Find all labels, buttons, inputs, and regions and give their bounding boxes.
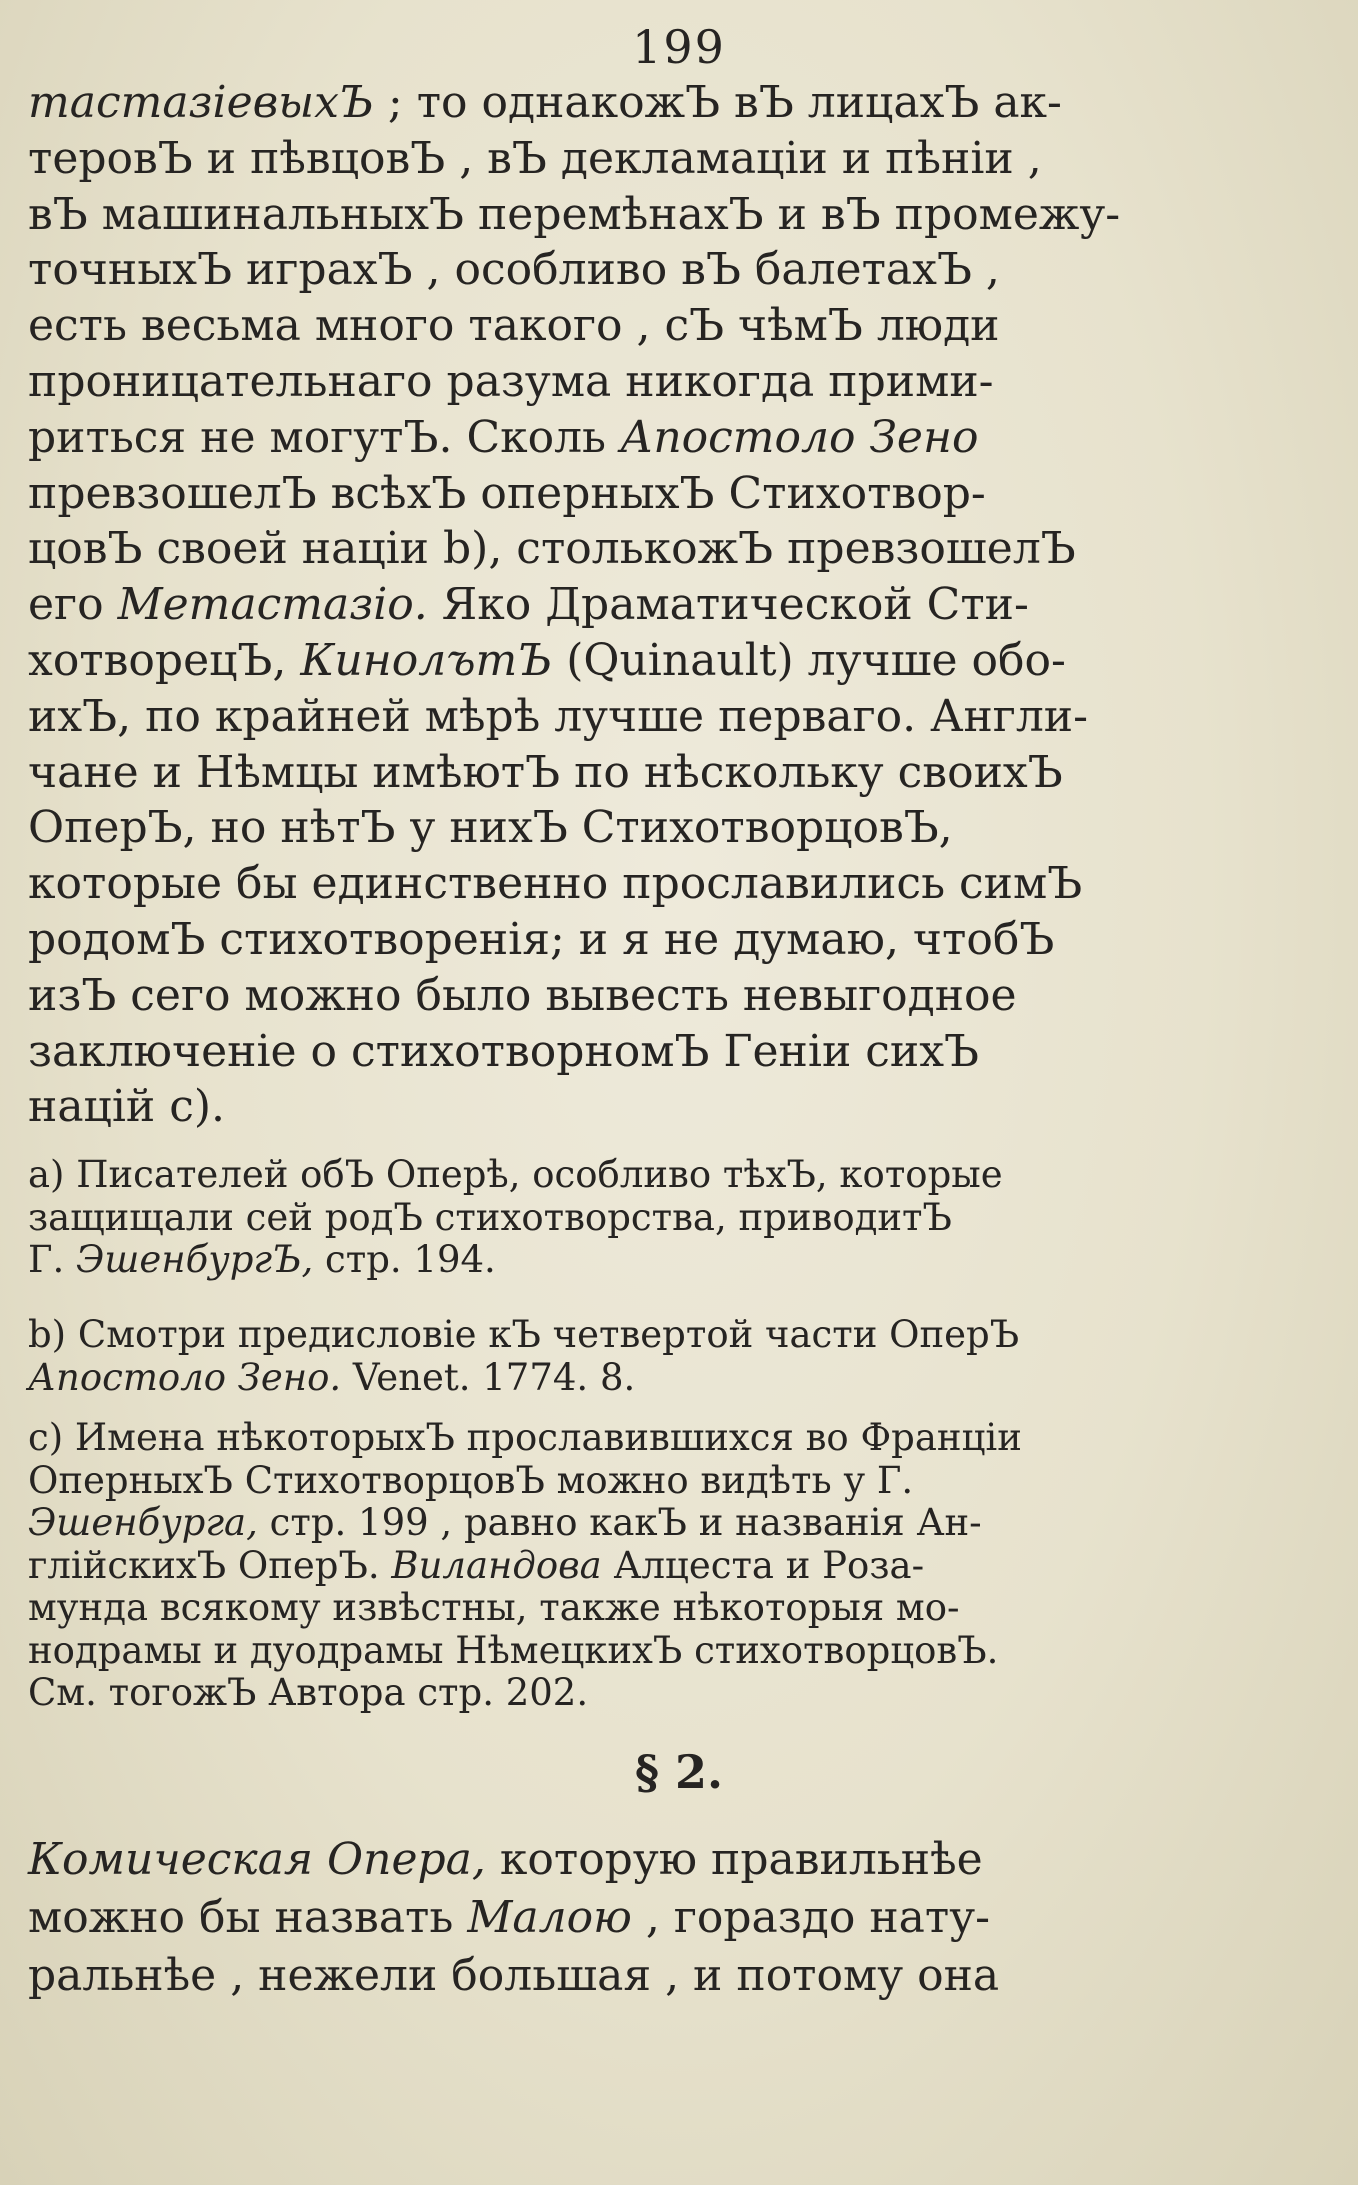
text-segment: націй c). [28, 1081, 226, 1133]
text-line [28, 1951, 1208, 2001]
text-segment: тастазіевыхЪ [28, 77, 374, 128]
text-line [28, 859, 1208, 909]
text-segment: Апостоло Зено. [28, 1355, 342, 1399]
text-segment: ральнѣе , нежели большая , и потому она [28, 1950, 1000, 2001]
text-segment: вЪ машинальныхЪ перемѣнахЪ и вЪ промежу- [28, 188, 1121, 240]
footnote-line [28, 1588, 1208, 1628]
text-segment: КинолътЪ [300, 635, 553, 686]
text-segment: ; то однакожЪ вЪ лицахЪ ак- [373, 77, 1062, 128]
text-segment: c) Имена нѣкоторыхЪ прославившихся во Франціи [28, 1416, 1022, 1459]
footnote-line [28, 1543, 1208, 1587]
text-segment: ОперныхЪ СтихотворцовЪ можно видѣть у Г. [28, 1458, 914, 1502]
text-segment: Виландова [391, 1543, 602, 1587]
text-segment: есть весьма много такого , сЪ чѣмЪ люди [28, 300, 1000, 352]
text-segment: Яко Драматической Сти- [427, 579, 1029, 631]
text-segment: заключеніе о стихотворномЪ Геніи сихЪ [28, 1025, 980, 1077]
text-segment: Эшенбурга, [28, 1501, 258, 1544]
footnote-line [28, 1458, 1208, 1502]
footnote-line [28, 1315, 1208, 1355]
text-segment: ихЪ, по крайней мѣрѣ лучше перваго. Англи- [28, 690, 1088, 742]
text-segment: Г. [28, 1238, 77, 1281]
text-line [28, 524, 1208, 574]
page-number: 199 [632, 20, 726, 74]
text-line [28, 1027, 1208, 1077]
text-segment: которые бы единственно прославились симЪ [28, 858, 1083, 910]
text-segment: проницательнаго разума никогда прими- [28, 356, 994, 407]
text-segment: риться не могутЪ. Сколь [28, 411, 621, 463]
text-line [28, 413, 1208, 463]
text-segment: цовЪ своей націи b), столькожЪ превзошелЪ [28, 523, 1076, 575]
text-segment: нодрамы и дуодрамы НѣмецкихЪ стихотворцовЪ. [28, 1628, 999, 1672]
text-segment: Алцеста и Роза- [601, 1543, 925, 1587]
text-segment: которую правильнѣе [485, 1834, 983, 1885]
text-segment: Малою [467, 1892, 632, 1943]
text-segment: стр. 194. [313, 1238, 496, 1281]
text-segment: a) Писателей обЪ Оперѣ, особливо тѣхЪ, которые [28, 1153, 1003, 1196]
text-line [28, 245, 1208, 295]
text-segment: чане и Нѣмцы имѣютЪ по нѣскольку своихЪ [28, 746, 1063, 798]
footnote-line [28, 1503, 1208, 1543]
text-segment: Апостоло Зено [620, 411, 979, 463]
footnote-line [28, 1628, 1208, 1672]
text-line [28, 469, 1208, 519]
text-line [28, 915, 1208, 965]
footnote-line [28, 1355, 1208, 1399]
text-line [28, 134, 1208, 184]
text-line [28, 692, 1208, 742]
footnote-line [28, 1240, 1208, 1280]
section-heading: § 2. [634, 1745, 724, 1799]
text-segment: его [28, 579, 118, 631]
text-line [28, 748, 1208, 798]
text-line [28, 1835, 1208, 1885]
text-segment: Комическая Опера, [28, 1834, 486, 1885]
text-segment: ОперЪ, но нѣтЪ у нихЪ СтихотворцовЪ, [28, 802, 953, 854]
text-segment: можно бы назвать [28, 1892, 468, 1943]
text-line [28, 1893, 1208, 1943]
text-segment: стр. 199 , равно какЪ и названія Ан- [257, 1501, 982, 1544]
text-segment: защищали сей родЪ стихотворства, приводитЪ [28, 1195, 952, 1239]
text-line [28, 78, 1208, 128]
text-line [28, 971, 1208, 1021]
text-line [28, 357, 1208, 407]
text-segment: мунда всякому извѣстны, также нѣкоторыя мо- [28, 1586, 960, 1629]
text-line [28, 190, 1208, 240]
text-segment: теровЪ и пѣвцовЪ , вЪ декламаціи и пѣніи , [28, 132, 1042, 184]
footnote-line [28, 1418, 1208, 1458]
text-segment: См. тогожЪ Автора стр. 202. [28, 1671, 589, 1714]
text-segment: превзошелЪ всѣхЪ оперныхЪ Стихотвор- [28, 467, 986, 519]
footnote-line [28, 1155, 1208, 1195]
text-segment: глійскихЪ ОперЪ. [28, 1543, 392, 1587]
text-segment: изЪ сего можно было вывесть невыгодное [28, 969, 1017, 1021]
text-segment: ЭшенбургЪ, [76, 1238, 314, 1281]
text-segment: Venet. 1774. 8. [341, 1355, 636, 1399]
text-line [28, 803, 1208, 853]
footnote-line [28, 1195, 1208, 1239]
text-segment: b) Смотри предисловіе кЪ четвертой части ОперЪ [28, 1313, 1020, 1356]
text-segment: , гораздо нату- [631, 1892, 990, 1943]
text-line [28, 1082, 1208, 1132]
text-segment: точныхЪ играхЪ , особливо вЪ балетахЪ , [28, 244, 1000, 296]
text-line [28, 301, 1208, 351]
text-segment: родомЪ стихотворенія; и я не думаю, чтобЪ [28, 914, 1055, 965]
text-segment: Метастазіо. [117, 579, 428, 631]
text-segment: (Quinault) лучше обо- [552, 635, 1066, 686]
text-line [28, 580, 1208, 630]
text-line [28, 636, 1208, 686]
footnote-line [28, 1673, 1208, 1713]
text-segment: хотворецЪ, [28, 635, 301, 686]
